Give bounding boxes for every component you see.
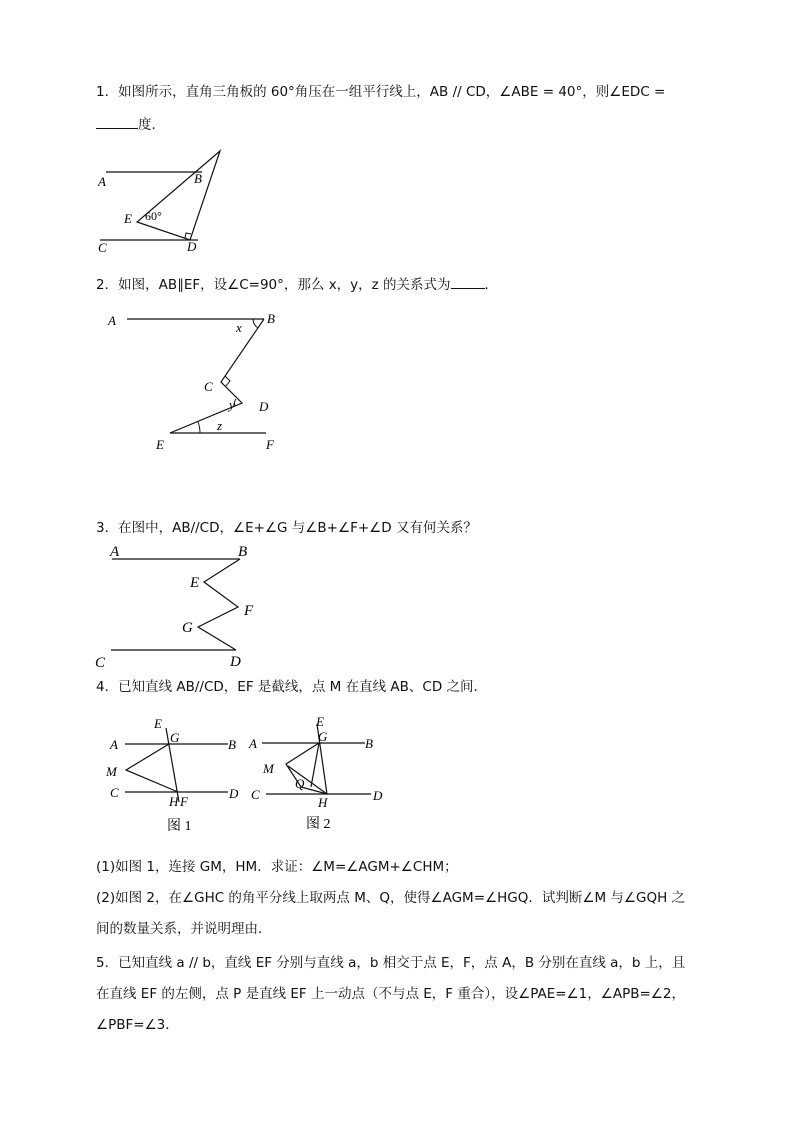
q5-text: 5．已知直线 a // b，直线 EF 分别与直线 a，b 相交于点 E，F，点 A，B 分别在直线 a，b 上，且在直线 EF 的左侧，点 P 是直线 EF 上一动点（不与点 E，F 重合），设∠PAE=∠1，∠APB=∠2，∠PBF=∠3． [96,955,686,1033]
label-G: G [170,730,180,745]
label-C: C [98,240,107,255]
answer-blank[interactable] [96,114,138,129]
label-F: F [180,794,188,809]
label-E: E [154,716,162,731]
label-E: E [156,437,164,452]
figure-1-caption: 图 1 [167,819,192,834]
q1-line2 [96,114,165,135]
q1-figure [90,145,230,257]
label-E: E [316,714,324,729]
label-E: E [124,211,132,226]
q1-text: 1．如图所示，直角三角板的 60°角压在一组平行线上，AB // CD，∠ABE = 40°，则∠EDC = [96,84,666,100]
label-A: A [110,544,120,560]
label-D: D [229,786,239,801]
label-C: C [95,655,106,671]
q4-figure-1 [100,710,250,836]
answer-blank[interactable] [451,274,485,289]
q4-text: 4．已知直线 AB//CD，EF 是截线，点 M 在直线 AB、CD 之间． [96,679,488,695]
label-D: D [259,399,269,414]
label-z: z [217,418,223,433]
label-C: C [204,379,213,394]
q3-text: 3．在图中，AB//CD，∠E+∠G 与∠B+∠F+∠D 又有何关系？ [96,520,477,536]
label-C: C [251,787,260,802]
q1-line2-text: 度． [138,117,165,133]
label-C: C [110,785,119,800]
label-Q: Q [295,776,305,791]
q2-figure [100,305,300,457]
label-D: D [230,654,241,670]
q4-part2: (2)如图 2，在∠GHC 的角平分线上取两点 M、Q，使得∠AGM=∠HGQ．试判断∠M 与∠GQH 之间的数量关系，并说明理由． [96,890,686,937]
angle-label: 60° [145,209,162,223]
label-B: B [228,737,236,752]
label-G: G [182,620,193,636]
label-A: A [110,737,118,752]
label-M: M [263,761,274,776]
label-D: D [187,239,197,254]
label-H: H [318,795,328,810]
label-F: F [266,437,274,452]
label-F: F [244,603,254,619]
figure-2-caption: 图 2 [306,817,331,832]
label-x: x [236,320,242,335]
q2-end: ． [484,277,499,293]
label-M: M [106,764,117,779]
q2-text-line [96,274,498,295]
q4-part1: (1)如图 1，连接 GM，HM．求证：∠M=∠AGM+∠CHM； [96,859,458,875]
q2-text: 2．如图，AB∥EF，设∠C=90°，那么 x，y，z 的关系式为 [96,277,451,293]
label-B: B [238,544,248,560]
label-A: A [98,174,106,189]
label-E: E [190,575,200,591]
label-y: y [229,397,235,412]
label-H: H [169,794,179,809]
label-B: B [267,311,275,326]
label-A: A [249,736,257,751]
label-A: A [108,313,116,328]
label-B: B [194,171,202,186]
label-G: G [318,729,328,744]
label-D: D [373,788,383,803]
label-B: B [365,736,373,751]
q4-figure-2 [245,710,395,836]
q3-figure [92,540,272,672]
